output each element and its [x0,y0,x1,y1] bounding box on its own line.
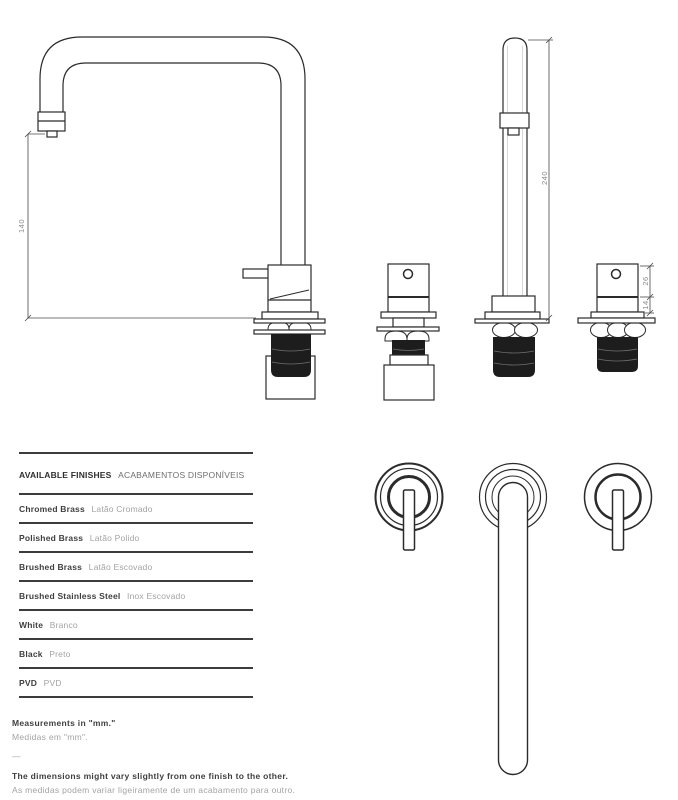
tolerance-note-pt: As medidas podem variar ligeiramente de um acabamento para outro. [12,785,296,795]
finish-name-pt: PVD [43,678,62,688]
finish-row-polished-brass [19,524,253,553]
handle-top-view-right [585,464,652,551]
washer-plate [254,330,325,334]
faucet-body [268,265,311,312]
measurements-note-pt: Medidas em "mm". [12,732,89,742]
finish-name-en: Polished Brass [19,533,84,543]
front-thread [493,337,535,377]
valve-side-view [377,264,439,400]
measurements-note-en: Measurements in "mm." [12,718,116,728]
tolerance-note-en: The dimensions might vary slightly from one finish to the other. [12,771,289,781]
dim-140-label: 140 [16,218,26,234]
valve-thread [392,340,425,355]
handle-lever-top [404,490,415,550]
finish-name-en: Chromed Brass [19,504,85,514]
base-flange [262,312,318,319]
finish-name-en: White [19,620,44,630]
finish-row-chromed-brass [19,495,253,524]
spout-inner-line [63,63,281,265]
spout-tube [503,38,527,300]
valve-front-flange [591,312,644,318]
finish-row-brushed-stainless-steel [19,582,253,611]
dim-26-label: 26 [640,276,650,286]
notes-separator: — [12,751,21,761]
finish-row-pvd [19,669,253,698]
aerator-nozzle-front [508,128,519,135]
finishes-table [19,452,253,698]
faucet-front-view [475,38,549,377]
finish-name-en: PVD [19,678,38,688]
finishes-header-pt: ACABAMENTOS DISPONÍVEIS [118,470,245,480]
finish-name-pt: Preto [49,649,71,659]
notes [12,716,295,797]
front-nut [493,323,516,338]
dim-14-label: 14 [640,300,650,310]
valve-screw-hole [404,270,413,279]
finish-row-black [19,640,253,669]
dimension-140 [25,131,256,321]
handle-top-view-left [376,464,443,551]
finish-name-en: Brushed Stainless Steel [19,591,121,601]
valve-nut [385,331,429,341]
deck-plate [254,319,325,323]
valve-stem [393,318,424,327]
valve-box [384,365,434,400]
handle-lever-top-right [613,490,624,550]
valve-front-screw-hole [612,270,621,279]
finishes-header-en: AVAILABLE FINISHES [19,470,112,480]
spout-tube-top [499,483,528,775]
finish-name-pt: Latão Escovado [88,562,153,572]
finish-name-pt: Branco [49,620,78,630]
front-flange [485,312,540,319]
valve-box-step [390,355,428,365]
finish-name-en: Black [19,649,43,659]
faucet-side-view [38,37,325,399]
finishes-header [19,454,253,495]
finish-name-pt: Inox Escovado [127,591,186,601]
finish-name-en: Brushed Brass [19,562,83,572]
valve-flange [381,312,436,318]
valve-front-thread [597,337,638,372]
finish-row-white [19,611,253,640]
aerator-nozzle [47,131,57,137]
finish-name-pt: Latão Polido [89,533,140,543]
valve-front-deck-plate [578,318,655,323]
valve-deck-plate [377,327,439,331]
spout-top-view [480,464,547,775]
threaded-shank [271,334,311,377]
handle-lever [243,269,270,278]
base-cylinder [492,296,535,312]
aerator-front [500,113,529,128]
dim-240-label: 240 [539,170,549,186]
finish-name-pt: Latão Cromado [91,504,153,514]
front-deck-plate [475,319,549,323]
finish-row-brushed-brass [19,553,253,582]
spout-outer-line [40,37,305,265]
